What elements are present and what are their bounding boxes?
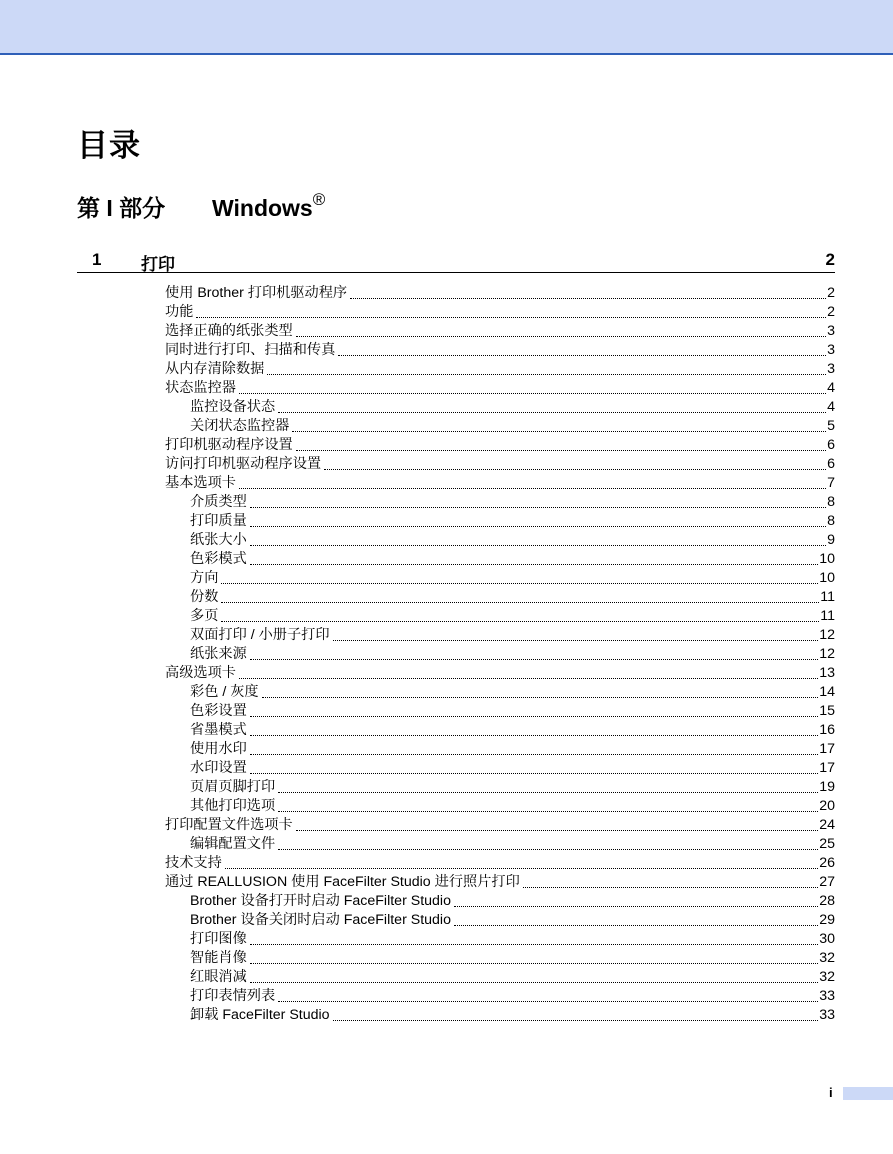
- toc-title: 目录: [77, 128, 141, 163]
- toc-entry-title: 打印配置文件选项卡: [165, 817, 293, 833]
- toc-entry-page: 15: [819, 703, 835, 719]
- toc-entry[interactable]: [165, 968, 835, 987]
- toc-entry-title: 其他打印选项: [190, 798, 276, 814]
- toc-entry[interactable]: [165, 455, 835, 474]
- toc-entry[interactable]: [165, 512, 835, 531]
- toc-entry-title: 份数: [190, 589, 219, 605]
- toc-entry-title: 双面打印 / 小册子打印: [190, 627, 330, 643]
- dot-leader: [250, 526, 826, 527]
- toc-entry-page: 3: [827, 323, 835, 339]
- toc-entry-title: 监控设备状态: [190, 399, 276, 415]
- toc-entry[interactable]: [165, 664, 835, 683]
- toc-entry-title: 高级选项卡: [165, 665, 236, 681]
- toc-entry-title: 打印图像: [190, 931, 247, 947]
- toc-entry-title: 使用 Brother 打印机驱动程序: [165, 285, 348, 301]
- toc-entry[interactable]: [165, 569, 835, 588]
- dot-leader: [250, 963, 818, 964]
- toc-entry-page: 2: [827, 285, 835, 301]
- toc-entry-title: 同时进行打印、扫描和传真: [165, 342, 336, 358]
- toc-entry-title: 色彩设置: [190, 703, 247, 719]
- registered-mark: ®: [312, 190, 326, 209]
- toc-entry-page: 12: [819, 627, 835, 643]
- toc-entry-title: 功能: [165, 304, 194, 320]
- toc-entry[interactable]: [165, 683, 835, 702]
- toc-entry-page: 5: [827, 418, 835, 434]
- toc-entry-title: 色彩模式: [190, 551, 247, 567]
- toc-entry-title: 状态监控器: [165, 380, 236, 396]
- toc-entry-page: 20: [819, 798, 835, 814]
- dot-leader: [221, 602, 819, 603]
- toc-entry[interactable]: [165, 379, 835, 398]
- toc-entry[interactable]: [165, 360, 835, 379]
- toc-entry-page: 6: [827, 437, 835, 453]
- toc-entry-title: 多页: [190, 608, 219, 624]
- toc-entry[interactable]: [165, 626, 835, 645]
- toc-entry[interactable]: [165, 474, 835, 493]
- toc-entry[interactable]: [165, 588, 835, 607]
- toc-entry[interactable]: [165, 322, 835, 341]
- toc-entry-title: 使用水印: [190, 741, 247, 757]
- toc-entry-page: 28: [819, 893, 835, 909]
- toc-entry-page: 25: [819, 836, 835, 852]
- toc-entry-page: 24: [819, 817, 835, 833]
- toc-entry-title: Brother 设备打开时启动 FaceFilter Studio: [190, 893, 451, 909]
- toc-entry-page: 10: [819, 551, 835, 567]
- toc-entry-page: 19: [819, 779, 835, 795]
- toc-entry[interactable]: [165, 645, 835, 664]
- toc-entry-title: 编辑配置文件: [190, 836, 276, 852]
- dot-leader: [250, 545, 826, 546]
- dot-leader: [333, 1020, 819, 1021]
- toc-entry-page: 7: [827, 475, 835, 491]
- toc-entry[interactable]: [165, 303, 835, 322]
- toc-entry-page: 33: [819, 1007, 835, 1023]
- dot-leader: [296, 450, 826, 451]
- toc-entry-page: 33: [819, 988, 835, 1004]
- toc-entry-page: 14: [819, 684, 835, 700]
- toc-entry-title: 关闭状态监控器: [190, 418, 290, 434]
- dot-leader: [239, 488, 826, 489]
- dot-leader: [221, 621, 819, 622]
- toc-entry-title: Brother 设备关闭时启动 FaceFilter Studio: [190, 912, 451, 928]
- toc-entry-title: 页眉页脚打印: [190, 779, 276, 795]
- toc-entry-title: 卸载 FaceFilter Studio: [190, 1007, 330, 1023]
- toc-entry-page: 12: [819, 646, 835, 662]
- toc-entry-title: 打印表情列表: [190, 988, 276, 1004]
- toc-entry[interactable]: [165, 854, 835, 873]
- dot-leader: [250, 944, 818, 945]
- dot-leader: [296, 830, 819, 831]
- toc-entry-title: 彩色 / 灰度: [190, 684, 259, 700]
- footer-page-number: i: [829, 1085, 833, 1100]
- toc-entry-title: 红眼消减: [190, 969, 247, 985]
- dot-leader: [278, 412, 826, 413]
- dot-leader: [250, 564, 818, 565]
- dot-leader: [250, 507, 826, 508]
- toc-entry[interactable]: [165, 721, 835, 740]
- dot-leader: [267, 374, 826, 375]
- toc-entry-title: 介质类型: [190, 494, 247, 510]
- toc-entry[interactable]: [165, 778, 835, 797]
- toc-entry-page: 30: [819, 931, 835, 947]
- toc-entry[interactable]: [165, 835, 835, 854]
- toc-entry[interactable]: [165, 892, 835, 911]
- toc-entry-page: 3: [827, 342, 835, 358]
- toc-entry-page: 29: [819, 912, 835, 928]
- toc-entry-title: 省墨模式: [190, 722, 247, 738]
- toc-entry[interactable]: [165, 816, 835, 835]
- toc-entry-page: 16: [819, 722, 835, 738]
- toc-entry-title: 访问打印机驱动程序设置: [165, 456, 322, 472]
- dot-leader: [454, 925, 818, 926]
- dot-leader: [338, 355, 826, 356]
- dot-leader: [278, 849, 818, 850]
- toc-entry-page: 11: [820, 589, 835, 605]
- toc-entry[interactable]: [165, 702, 835, 721]
- part-title: Windows: [212, 195, 313, 221]
- toc-entry-title: 纸张大小: [190, 532, 247, 548]
- toc-entry-page: 17: [819, 741, 835, 757]
- toc-entry[interactable]: [165, 797, 835, 816]
- toc-entry-page: 17: [819, 760, 835, 776]
- toc-entry-title: 打印质量: [190, 513, 247, 529]
- toc-entry-page: 11: [820, 608, 835, 624]
- toc-entry[interactable]: [165, 531, 835, 550]
- toc-entry[interactable]: [165, 493, 835, 512]
- toc-entry[interactable]: [165, 949, 835, 968]
- toc-entry[interactable]: [165, 930, 835, 949]
- chapter-heading[interactable]: [77, 250, 835, 273]
- dot-leader: [296, 336, 826, 337]
- dot-leader: [350, 298, 826, 299]
- header-band: [0, 0, 893, 55]
- dot-leader: [250, 735, 818, 736]
- dot-leader: [454, 906, 818, 907]
- footer-corner-tab: [843, 1087, 893, 1100]
- dot-leader: [292, 431, 826, 432]
- dot-leader: [250, 982, 818, 983]
- toc-entry-title: 打印机驱动程序设置: [165, 437, 293, 453]
- dot-leader: [333, 640, 819, 641]
- toc-entry-title: 从内存清除数据: [165, 361, 265, 377]
- toc-entry-page: 27: [819, 874, 835, 890]
- toc-entry-title: 水印设置: [190, 760, 247, 776]
- toc-entry[interactable]: [165, 987, 835, 1006]
- toc-entry-page: 8: [827, 494, 835, 510]
- toc-entry-list: [165, 284, 835, 1025]
- toc-entry-title: 基本选项卡: [165, 475, 236, 491]
- part-heading: [77, 190, 325, 222]
- toc-entry-page: 8: [827, 513, 835, 529]
- dot-leader: [196, 317, 826, 318]
- toc-entry[interactable]: [165, 550, 835, 569]
- toc-entry[interactable]: [165, 911, 835, 930]
- toc-entry-page: 6: [827, 456, 835, 472]
- chapter-number: 1: [92, 250, 102, 269]
- toc-entry-page: 9: [827, 532, 835, 548]
- toc-entry-page: 10: [819, 570, 835, 586]
- toc-entry[interactable]: [165, 759, 835, 778]
- dot-leader: [262, 697, 819, 698]
- toc-entry[interactable]: [165, 740, 835, 759]
- toc-entry-page: 32: [819, 950, 835, 966]
- toc-entry[interactable]: [165, 398, 835, 417]
- dot-leader: [250, 754, 818, 755]
- dot-leader: [239, 678, 818, 679]
- toc-entry[interactable]: [165, 873, 835, 892]
- toc-entry-page: 13: [819, 665, 835, 681]
- dot-leader: [225, 868, 818, 869]
- chapter-title: 打印: [141, 255, 175, 274]
- toc-entry-page: 2: [827, 304, 835, 320]
- dot-leader: [278, 1001, 818, 1002]
- dot-leader: [250, 716, 818, 717]
- toc-entry[interactable]: [165, 341, 835, 360]
- part-label: 第 I 部分: [77, 195, 166, 221]
- toc-entry-title: 智能肖像: [190, 950, 247, 966]
- toc-entry-title: 选择正确的纸张类型: [165, 323, 293, 339]
- toc-entry[interactable]: [165, 284, 835, 303]
- toc-entry-title: 纸张来源: [190, 646, 247, 662]
- toc-entry[interactable]: [165, 417, 835, 436]
- toc-entry-page: 32: [819, 969, 835, 985]
- chapter-page-number: 2: [825, 250, 835, 269]
- dot-leader: [523, 887, 818, 888]
- toc-entry[interactable]: [165, 1006, 835, 1025]
- toc-entry-page: 4: [827, 380, 835, 396]
- dot-leader: [221, 583, 818, 584]
- dot-leader: [250, 659, 818, 660]
- dot-leader: [278, 792, 818, 793]
- toc-entry-page: 26: [819, 855, 835, 871]
- toc-entry-title: 方向: [190, 570, 219, 586]
- toc-entry-page: 4: [827, 399, 835, 415]
- dot-leader: [324, 469, 826, 470]
- toc-entry-page: 3: [827, 361, 835, 377]
- dot-leader: [278, 811, 818, 812]
- toc-entry[interactable]: [165, 436, 835, 455]
- toc-entry[interactable]: [165, 607, 835, 626]
- toc-entry-title: 技术支持: [165, 855, 222, 871]
- dot-leader: [250, 773, 818, 774]
- toc-entry-title: 通过 REALLUSION 使用 FaceFilter Studio 进行照片打印: [165, 874, 520, 890]
- dot-leader: [239, 393, 826, 394]
